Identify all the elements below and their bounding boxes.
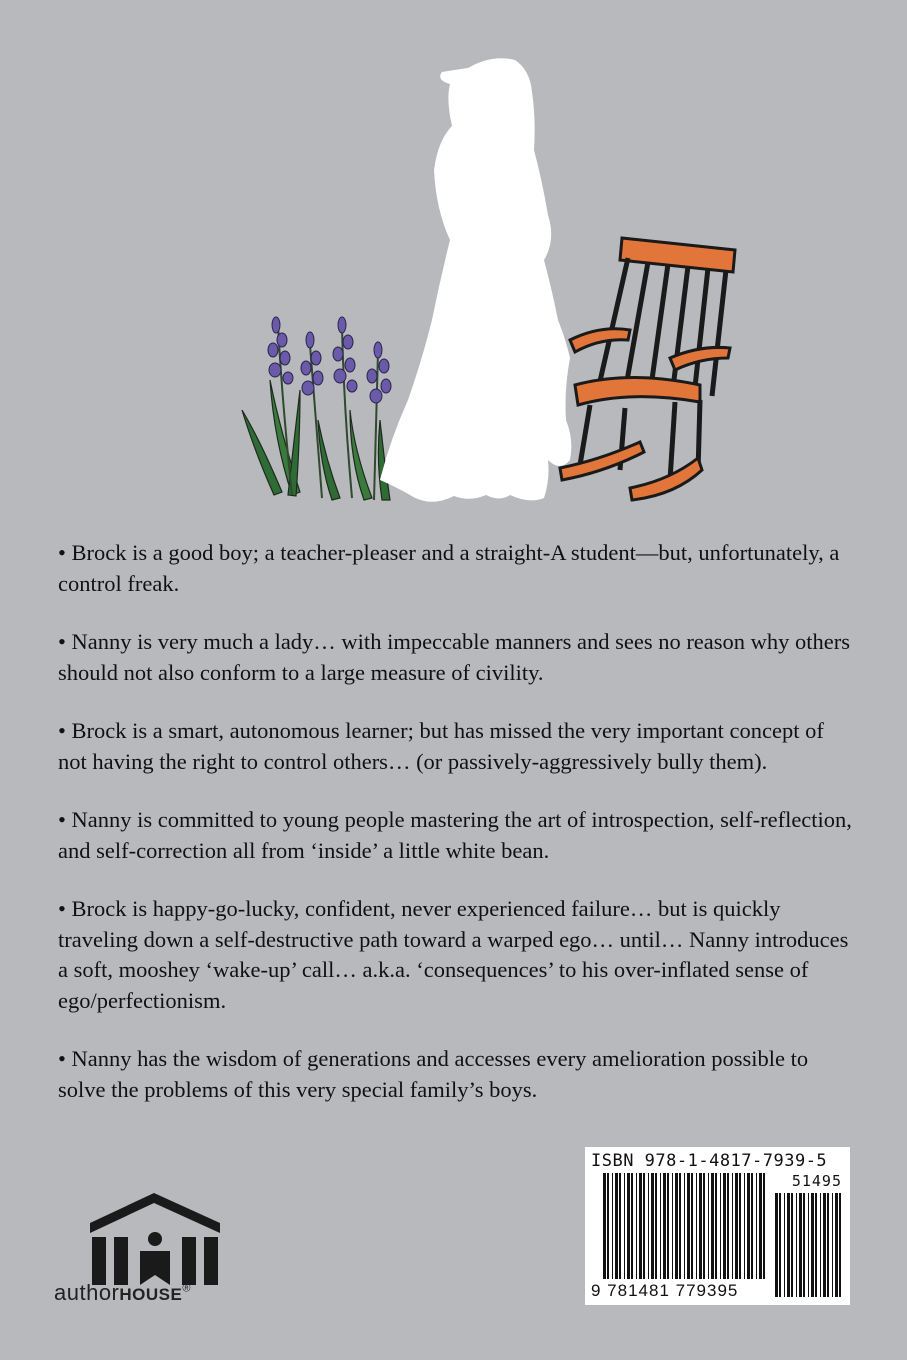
publisher-name-upper: HOUSE	[119, 1285, 183, 1304]
lavender-plants	[242, 317, 391, 500]
isbn-barcode	[585, 1147, 850, 1305]
publisher-name-lower: author	[54, 1280, 120, 1305]
blurb-list	[58, 538, 858, 1133]
isbn-label: ISBN 978-1-4817-7939-5	[591, 1151, 828, 1171]
blurb-nanny-lady: • Nanny is very much a lady… with impeccable manners and sees no reason why others should not also conform to a large measure of civility.	[58, 629, 851, 685]
woman-silhouette	[380, 58, 571, 502]
rocking-chair	[560, 238, 735, 500]
isbn-digits: 9 781481 779395	[591, 1281, 739, 1300]
blurb-nanny-wisdom: • Nanny has the wisdom of generations and accesses every amelioration possible to solve the problems of this very special family’s boys.	[58, 1046, 809, 1102]
blurb-brock-happy: • Brock is happy-go-lucky, confident, never experienced failure… but is quickly traveling down a self-destructive path toward a warped ego… until… Nanny introduces a soft, mooshey ‘wake-up’ call… a.k.a. ‘consequences’ to his over-inflated sense of ego/perfectionism.	[58, 896, 849, 1013]
registered-mark: ®	[182, 1282, 191, 1295]
price-code: 51495	[791, 1172, 842, 1190]
blurb-nanny-committed: • Nanny is committed to young people mastering the art of introspection, self-reflection, and self-correction all from ‘inside’ a little white bean.	[58, 807, 852, 863]
cover-illustration	[230, 40, 750, 520]
blurb-brock-good-boy: • Brock is a good boy; a teacher-pleaser and a straight-A student—but, unfortunately, a control freak.	[58, 540, 840, 596]
publisher-name	[54, 1280, 191, 1306]
blurb-brock-learner: • Brock is a smart, autonomous learner; but has missed the very important concept of not having the right to control others… (or passively-aggressively bully them).	[58, 718, 824, 774]
